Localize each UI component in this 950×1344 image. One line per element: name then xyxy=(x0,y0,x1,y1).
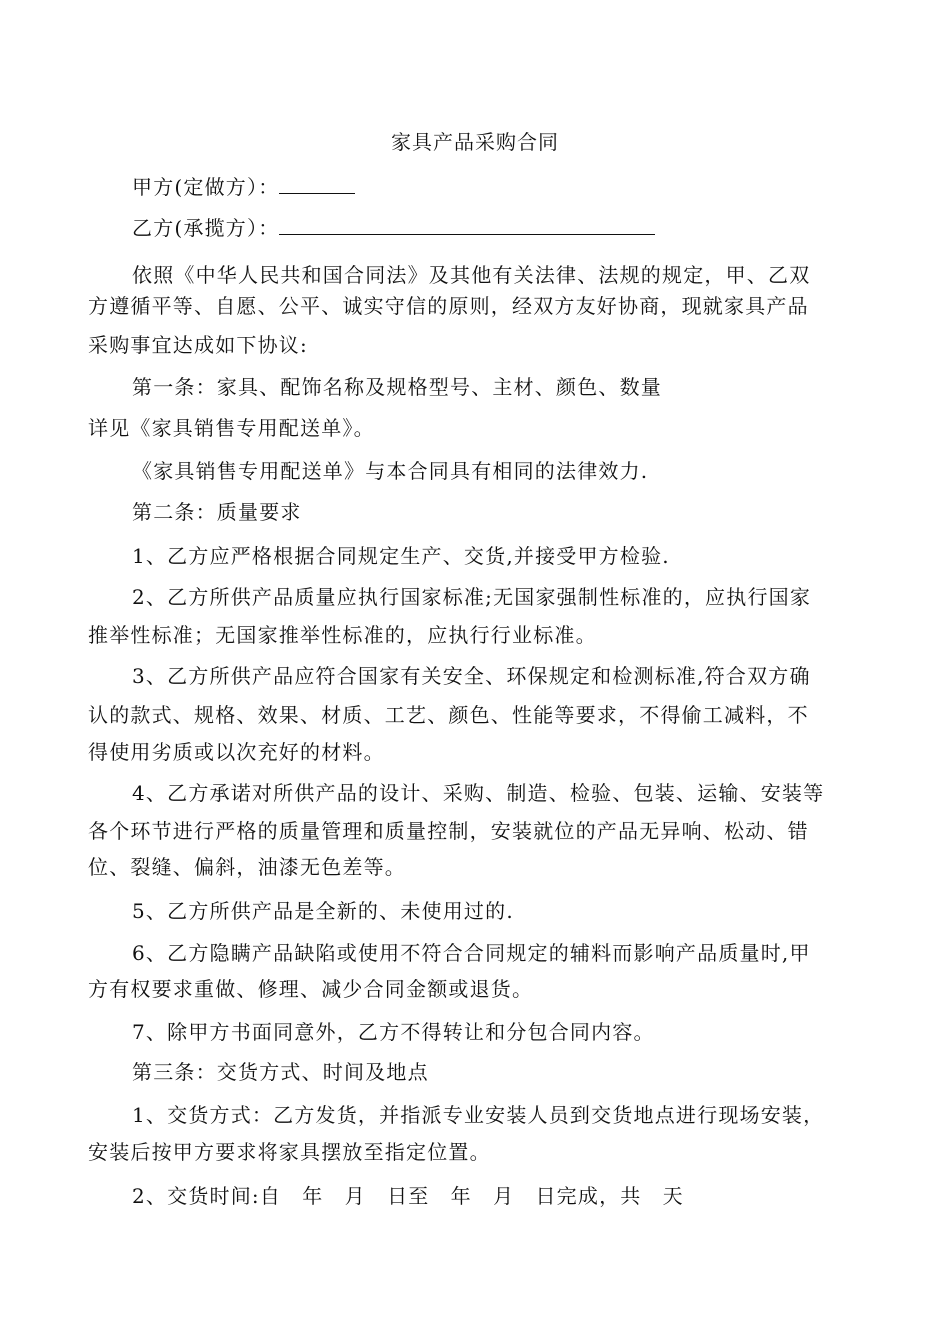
clause-line: 认的款式、规格、效果、材质、工艺、颜色、性能等要求，不得偷工减料，不 xyxy=(88,703,809,727)
paragraph-line: 方遵循平等、自愿、公平、诚实守信的原则，经双方友好协商，现就家具产品 xyxy=(88,294,809,318)
clause-line: 得使用劣质或以次充好的材料。 xyxy=(88,740,385,764)
clause-line: 1、乙方应严格根据合同规定生产、交货,并接受甲方检验. xyxy=(132,544,670,568)
party-b-label: 乙方(承揽方）： xyxy=(132,216,280,240)
clause-line: 7、除甲方书面同意外，乙方不得转让和分包合同内容。 xyxy=(132,1020,655,1044)
party-a-line xyxy=(132,173,355,201)
clause-line: 安装后按甲方要求将家具摆放至指定位置。 xyxy=(88,1140,491,1164)
party-b-blank xyxy=(279,214,655,235)
clause-line: 2、乙方所供产品质量应执行国家标准;无国家强制性标准的，应执行国家 xyxy=(132,585,812,609)
article-heading: 第一条：家具、配饰名称及规格型号、主材、颜色、数量 xyxy=(132,375,662,399)
paragraph-line: 详见《家具销售专用配送单》。 xyxy=(88,416,375,440)
clause-line: 方有权要求重做、修理、减少合同金额或退货。 xyxy=(88,977,534,1001)
clause-line: 5、乙方所供产品是全新的、未使用过的. xyxy=(132,899,514,923)
clause-line: 各个环节进行严格的质量管理和质量控制，安装就位的产品无异响、松动、错 xyxy=(88,819,809,843)
paragraph-line: 依照《中华人民共和国合同法》及其他有关法律、法规的规定，甲、乙双 xyxy=(132,263,811,287)
page-title: 家具产品采购合同 xyxy=(391,130,559,154)
article-heading: 第二条：质量要求 xyxy=(132,500,302,524)
clause-line: 1、交货方式：乙方发货，并指派专业安装人员到交货地点进行现场安装， xyxy=(132,1103,825,1127)
clause-line: 2、交货时间:自 年 月 日至 年 月 日完成，共 天 xyxy=(132,1184,684,1208)
party-a-label: 甲方(定做方）： xyxy=(132,175,280,199)
party-b-line xyxy=(132,214,655,242)
clause-line: 6、乙方隐瞒产品缺陷或使用不符合合同规定的辅料而影响产品质量时,甲 xyxy=(132,941,811,965)
paragraph-line: 《家具销售专用配送单》与本合同具有相同的法律效力. xyxy=(132,459,649,483)
party-a-blank xyxy=(279,173,355,194)
clause-line: 4、乙方承诺对所供产品的设计、采购、制造、检验、包装、运输、安装等 xyxy=(132,781,825,805)
paragraph-line: 采购事宜达成如下协议: xyxy=(88,333,308,357)
clause-line: 位、裂缝、偏斜，油漆无色差等。 xyxy=(88,855,406,879)
clause-line: 推举性标准；无国家推举性标准的，应执行行业标准。 xyxy=(88,623,597,647)
article-heading: 第三条：交货方式、时间及地点 xyxy=(132,1060,429,1084)
clause-line: 3、乙方所供产品应符合国家有关安全、环保规定和检测标准,符合双方确 xyxy=(132,664,811,688)
